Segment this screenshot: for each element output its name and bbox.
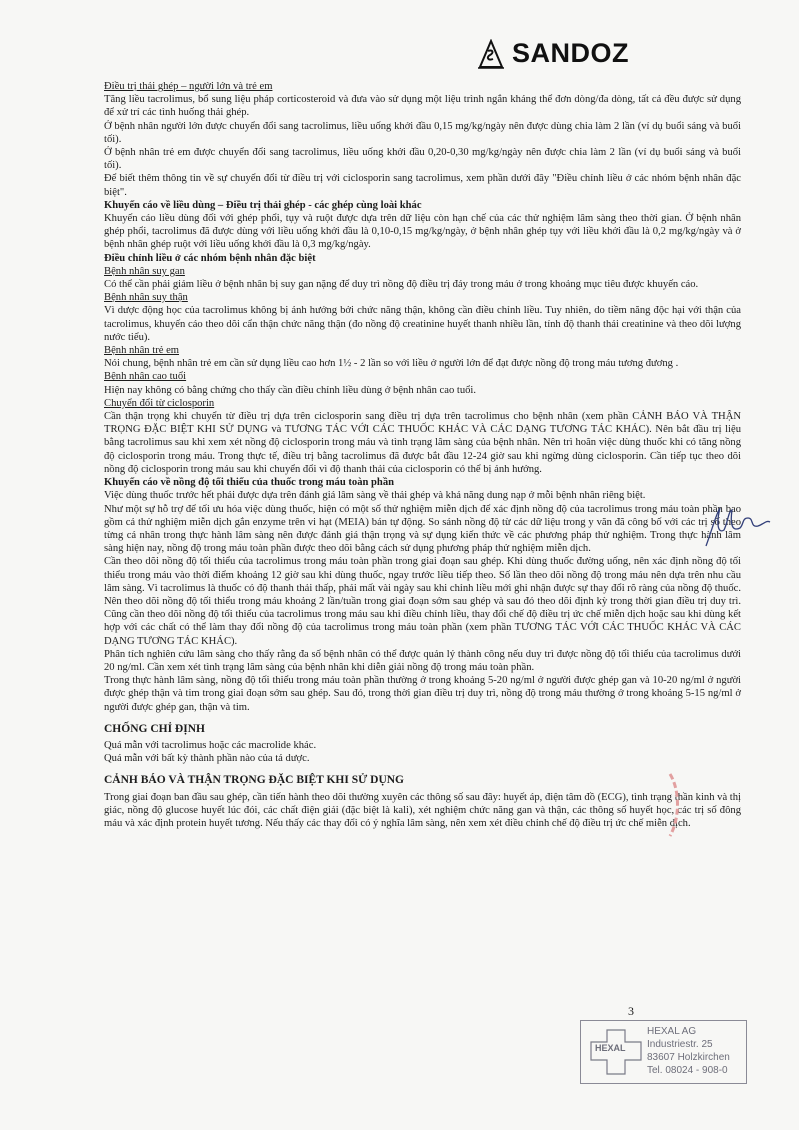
stamp-line: HEXAL AG [647, 1026, 697, 1037]
stamp-line: Tel. 08024 - 908-0 [647, 1065, 728, 1076]
hexal-stamp [580, 1020, 747, 1084]
paragraph: Nói chung, bệnh nhân trẻ em cần sử dụng liều cao hơn 1½ - 2 lần so với liều ở người lớn để đạt được nồng độ trong máu tương đương . [104, 358, 679, 370]
paragraph: Trong giai đoạn ban đầu sau ghép, cần tiến hành theo dõi thường xuyên các thông số sau đây: huyết áp, điện tâm đồ (ECG), tình trạng thần kinh và thị giác, nồng độ glucose huyết lúc đói, các chất điện giải (đặc biệt là kali), xét nghiệm chức năng gan và thận, các thông số huyết học, các trị số đông máu và xác định protein huyết tương. Nếu thấy các thay đổi có ý nghĩa lâm sàng, nên xem xét điều chỉnh chế độ điều trị ức chế miễn dịch. [104, 791, 741, 829]
sandoz-emblem-icon [478, 39, 504, 69]
paragraph: Việc dùng thuốc trước hết phải được dựa trên đánh giá lâm sàng về thải ghép và khả năng dung nạp ở mỗi bệnh nhân riêng biệt. [104, 490, 646, 502]
red-seal-mark [640, 770, 680, 840]
paragraph: Có thể cần phải giảm liều ở bệnh nhân bị suy gan nặng để duy trì nồng độ điều trị đáy trong máu ở trong khoảng mục tiêu được khuyến cáo. [104, 279, 699, 291]
subheading: Bệnh nhân suy thận [104, 292, 188, 304]
brand-name: SANDOZ [512, 38, 629, 68]
section-heading: Khuyến cáo về nồng độ tối thiểu của thuốc trong máu toàn phần [104, 477, 395, 489]
paragraph: Ở bệnh nhân trẻ em được chuyển đổi sang tacrolimus, liều uống khởi đầu 0,20-0,30 mg/kg/ngày nên được chia làm 2 lần (ví dụ buổi sáng và buổi tối). [104, 147, 741, 172]
stamp-line: 83607 Holzkirchen [647, 1052, 730, 1063]
paragraph: Khuyến cáo liều dùng đối với ghép phổi, tụy và ruột được dựa trên dữ liệu còn hạn chế của các thử nghiệm lâm sàng theo thời gian. Ở bệnh nhân ghép phổi, tacrolimus đã được dùng với liều uống khởi đầu là 0,10-0,15 mg/kg/ngày, ở bệnh nhân ghép tụy với liều khởi đầu là 0,2 mg/kg/ngày và ở bệnh nhân ghép ruột với liều uống khởi đầu là 0,3 mg/kg/ngày. [104, 213, 741, 251]
paragraph: Phân tích nghiên cứu lâm sàng cho thấy rằng đa số bệnh nhân có thể được quản lý thành công nếu duy trì được nồng độ tối thiểu của tacrolimus dưới 20 ng/ml. Cần xem xét tình trạng lâm sàng của bệnh nhân khi diễn giải nồng độ trong máu toàn phần. [104, 648, 741, 673]
paragraph: Tăng liều tacrolimus, bổ sung liệu pháp corticosteroid và đưa vào sử dụng một liệu trình ngắn kháng thể đơn dòng/đa dòng, tất cả đều được sử dụng để xử trí các tình huống thải ghép. [104, 94, 741, 119]
paragraph: Trong thực hành lâm sàng, nồng độ tối thiểu trong máu toàn phần thường ở trong khoảng 5-20 ng/ml ở người được ghép gan và 10-20 ng/ml ở người được ghép thận và tim trong giai đoạn sớm sau ghép. Sau đó, trong thời gian điều trị duy trì, nồng độ trong máu thường ở trong khoảng 5-15 ng/ml ở người được ghép gan, thận và tim. [104, 675, 741, 713]
paragraph: Vì dược động học của tacrolimus không bị ảnh hưởng bởi chức năng thận, không cần điều chỉnh liều. Tuy nhiên, do tiềm năng độc hại với thận của tacrolimus, khuyến cáo theo dõi cẩn thận chức năng thận (đo nồng độ creatinine huyết thanh nhiều lần, tính độ thanh thải creatinine và theo dõi lượng nước tiểu). [104, 305, 741, 343]
paragraph: Cần thận trọng khi chuyển từ điều trị dựa trên ciclosporin sang điều trị dựa trên tacrolimus cho bệnh nhân (xem phần CẢNH BÁO VÀ THẬN TRỌNG ĐẶC BIỆT KHI SỬ DỤNG và TƯƠNG TÁC VỚI CÁC THUỐC KHÁC VÀ CÁC DẠNG TƯƠNG TÁC KHÁC). Nên bắt đầu trị liệu bằng tacrolimus sau khi xem xét nồng độ ciclosporin trong máu và tình trạng lâm sàng của bệnh nhân. Nên trì hoãn việc dùng thuốc khi có tăng nồng độ ciclosporin trong máu. Trong thực tế, điều trị bằng tacrolimus đã được bắt đầu 12-24 giờ sau khi ngừng dùng ciclosporin. Cần tiếp tục theo dõi nồng độ ciclosporin trong máu sau khi chuyển đổi vì độ thanh thải của ciclosporin có thể bị ảnh hưởng. [104, 411, 741, 475]
paragraph: Hiện nay không có bằng chứng cho thấy cần điều chỉnh liều dùng ở bệnh nhân cao tuổi. [104, 384, 477, 396]
paragraph: Như một sự hỗ trợ để tối ưu hóa việc dùng thuốc, hiện có một số thử nghiệm miễn dịch để xác định nồng độ của tacrolimus trong máu toàn phần bao gồm cả thử nghiệm miễn dịch gắn enzyme trên vi hạt (MEIA) bán tự động. So sánh nồng độ từ các dữ liệu trong y văn đã công bố với các trị số theo từng cá nhân trong thực hành lâm sàng nên được đánh giá thận trọng và sự dụng kiến thức về các phương pháp thử nghiệm. Trong thực hành lâm sàng hiện nay, nồng độ trong máu toàn phần được theo dõi bằng cách sử dụng phương pháp thử nghiệm miễn dịch. [104, 503, 741, 555]
section-heading: Khuyến cáo về liều dùng – Điều trị thải ghép - các ghép cùng loài khác [104, 199, 422, 211]
subheading: Điều trị thải ghép – người lớn và trẻ em [104, 81, 273, 92]
document-body [104, 80, 741, 830]
handwritten-signature [702, 500, 772, 550]
major-heading: CẢNH BÁO VÀ THẬN TRỌNG ĐẶC BIỆT KHI SỬ DỤNG [104, 774, 405, 787]
major-heading: CHỐNG CHỈ ĐỊNH [104, 722, 205, 735]
stamp-address [647, 1025, 730, 1077]
subheading: Bệnh nhân suy gan [104, 265, 185, 277]
page-number: 3 [628, 1004, 634, 1018]
paragraph: Quá mẫn với bất kỳ thành phần nào của tá dược. [104, 753, 310, 765]
stamp-line: Industriestr. 25 [647, 1039, 713, 1050]
subheading: Chuyển đổi từ ciclosporin [104, 397, 215, 409]
sandoz-logo [478, 38, 629, 69]
paragraph: Cần theo dõi nồng độ tối thiểu của tacrolimus trong máu toàn phần trong giai đoạn sau ghép. Khi dùng thuốc đường uống, nên xác định nồng độ tối thiểu trong máu vào thời điểm khoảng 12 giờ sau khi dùng thuốc, ngay trước liều tiếp theo. Số lần theo dõi nồng độ trong máu nên dựa trên nhu cầu lâm sàng. Vì tacrolimus là thuốc có độ thanh thải thấp, phải mất vài ngày sau khi chỉnh liều mới ghi nhận được sự thay đổi rõ ràng của nồng độ thuốc. Nên theo dõi nồng độ tối thiểu trong máu khoảng 2 lần/tuần trong giai đoạn sớm sau ghép và sau đó theo dõi định kỳ trong thời gian điều trị duy trì. Cũng cần theo dõi nồng độ tối thiểu của tacrolimus trong máu sau khi điều chỉnh liều, thay đổi chế độ điều trị ức chế miễn dịch hoặc sau khi dùng kết hợp với các chất có thể làm thay đổi nồng độ của tacrolimus trong máu toàn phần (xem phần TƯƠNG TÁC VỚI CÁC THUỐC KHÁC VÀ CÁC DẠNG TƯƠNG TÁC KHÁC). [104, 556, 741, 647]
paragraph: Ở bệnh nhân người lớn được chuyển đổi sang tacrolimus, liều uống khởi đầu 0,15 mg/kg/ngày nên được dùng chia làm 2 lần (ví dụ buổi sáng và buổi tối). [104, 120, 741, 145]
subheading: Bệnh nhân trẻ em [104, 345, 180, 357]
paragraph: Quá mẫn với tacrolimus hoặc các macrolide khác. [104, 739, 317, 751]
subheading: Bệnh nhân cao tuổi [104, 371, 187, 383]
section-heading: Điều chỉnh liều ở các nhóm bệnh nhân đặc biệt [104, 252, 316, 264]
paragraph: Để biết thêm thông tin về sự chuyển đổi từ điều trị với ciclosporin sang tacrolimus, xem phần dưới đây "Điều chỉnh liều ở các nhóm bệnh nhân đặc biệt". [104, 173, 741, 198]
stamp-brand: HEXAL [595, 1043, 626, 1053]
